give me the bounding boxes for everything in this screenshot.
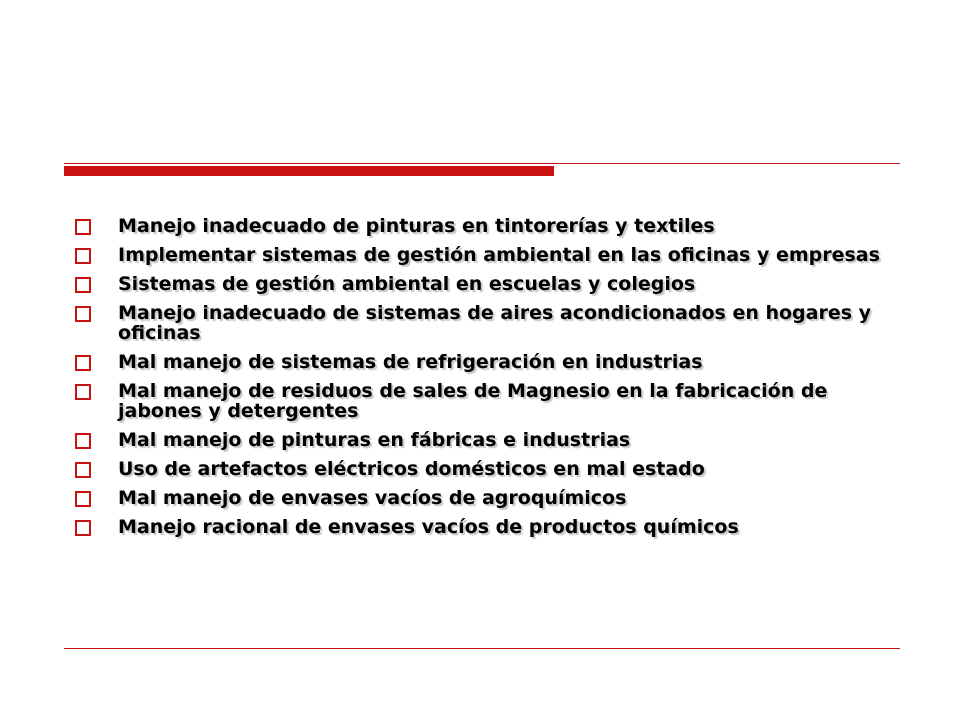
bullet-text: Mal manejo de envases vacíos de agroquímicos (118, 487, 627, 509)
hollow-square-icon (75, 433, 91, 449)
hollow-square-icon (75, 355, 91, 371)
list-item (70, 381, 900, 421)
list-item (70, 517, 900, 537)
hollow-square-icon (75, 306, 91, 322)
bullet-text: Mal manejo de pinturas en fábricas e industrias (118, 429, 631, 451)
list-item (70, 459, 900, 479)
bullet-text: Mal manejo de residuos de sales de Magnesio en la fabricación de jabones y detergentes (118, 380, 828, 422)
hollow-square-icon (75, 384, 91, 400)
list-item (70, 245, 900, 265)
hollow-square-icon (75, 219, 91, 235)
bullet-text: Manejo inadecuado de sistemas de aires acondicionados en hogares y oficinas (118, 302, 872, 344)
list-item (70, 274, 900, 294)
bullet-list (70, 216, 900, 546)
hollow-square-icon (75, 520, 91, 536)
list-item (70, 488, 900, 508)
top-accent-bar (64, 166, 554, 176)
list-item (70, 352, 900, 372)
hollow-square-icon (75, 248, 91, 264)
bullet-text: Mal manejo de sistemas de refrigeración en industrias (118, 351, 703, 373)
bullet-text: Manejo racional de envases vacíos de productos químicos (118, 516, 739, 538)
bottom-rule (64, 648, 900, 649)
list-item (70, 216, 900, 236)
hollow-square-icon (75, 277, 91, 293)
bullet-text: Uso de artefactos eléctricos domésticos en mal estado (118, 458, 705, 480)
top-thin-rule (64, 163, 900, 164)
bullet-text: Implementar sistemas de gestión ambiental en las oficinas y empresas (118, 244, 880, 266)
list-item (70, 430, 900, 450)
bullet-text: Manejo inadecuado de pinturas en tintorerías y textiles (118, 215, 715, 237)
list-item (70, 303, 900, 343)
bullet-text: Sistemas de gestión ambiental en escuelas y colegios (118, 273, 696, 295)
hollow-square-icon (75, 491, 91, 507)
hollow-square-icon (75, 462, 91, 478)
